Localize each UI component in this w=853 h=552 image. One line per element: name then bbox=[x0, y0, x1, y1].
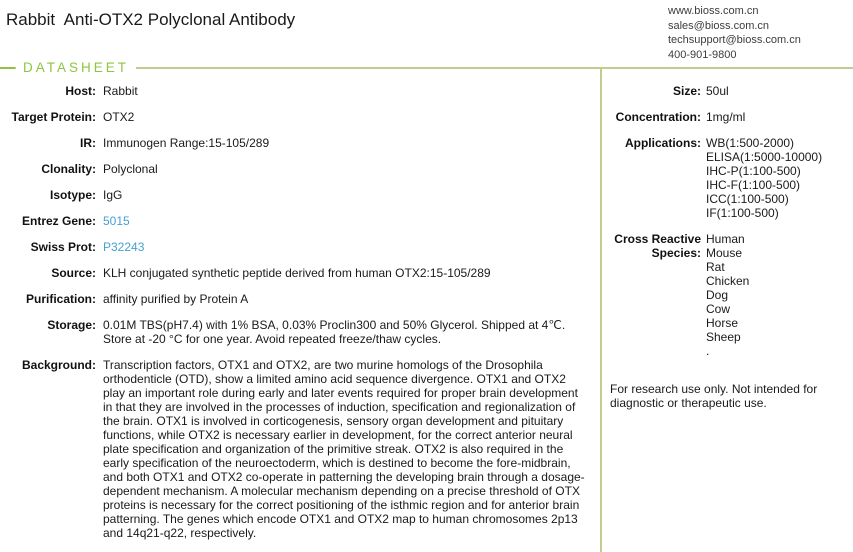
field-row-entrez-gene bbox=[0, 214, 598, 228]
application-item: ELISA(1:5000-10000) bbox=[706, 150, 823, 164]
applications-list bbox=[706, 136, 853, 220]
field-value-target-protein: OTX2 bbox=[103, 110, 135, 124]
species-item: Cow bbox=[706, 302, 731, 316]
field-row-ir bbox=[0, 136, 598, 150]
application-item: ICC(1:100-500) bbox=[706, 192, 789, 206]
field-label-clonality: Clonality: bbox=[41, 162, 96, 176]
field-label-entrez-gene: Entrez Gene: bbox=[21, 214, 96, 228]
species-item: Horse bbox=[706, 316, 739, 330]
field-row-applications bbox=[602, 136, 853, 220]
field-row-swiss-prot bbox=[0, 240, 598, 254]
contact-block bbox=[668, 4, 801, 62]
field-label-host: Host: bbox=[65, 84, 96, 98]
field-label-applications: Applications: bbox=[624, 136, 701, 150]
species-item: Dog bbox=[706, 288, 729, 302]
application-item: WB(1:500-2000) bbox=[706, 136, 795, 150]
field-row-host bbox=[0, 84, 598, 98]
field-value-concentration: 1mg/ml bbox=[706, 110, 746, 124]
field-label-source: Source: bbox=[51, 266, 96, 280]
field-label-background: Background: bbox=[21, 358, 96, 372]
field-value-isotype: IgG bbox=[103, 188, 123, 202]
datasheet-dash bbox=[0, 67, 15, 69]
research-use-disclaimer: For research use only. Not intended for diagnostic or therapeutic use. bbox=[610, 382, 818, 410]
application-item: IF(1:100-500) bbox=[706, 206, 779, 220]
datasheet-left-column bbox=[0, 84, 598, 552]
field-row-concentration bbox=[602, 110, 853, 124]
entrez-gene-link[interactable]: 5015 bbox=[103, 214, 130, 228]
field-label-cross-reactive-species: Cross Reactive Species: bbox=[614, 232, 701, 260]
contact-techsupport-email: techsupport@bioss.com.cn bbox=[668, 34, 801, 46]
field-value-host: Rabbit bbox=[103, 84, 138, 98]
field-row-purification bbox=[0, 292, 598, 306]
field-value-size: 50ul bbox=[706, 84, 729, 98]
species-item: Sheep bbox=[706, 330, 741, 344]
species-item: Rat bbox=[706, 260, 725, 274]
field-value-source: KLH conjugated synthetic peptide derived from human OTX2:15-105/289 bbox=[103, 266, 491, 280]
contact-phone: 400-901-9800 bbox=[668, 48, 737, 61]
field-label-concentration: Concentration: bbox=[615, 110, 701, 124]
contact-sales-email: sales@bioss.com.cn bbox=[668, 19, 770, 32]
species-list bbox=[706, 232, 853, 358]
application-item: IHC-F(1:100-500) bbox=[706, 178, 801, 192]
species-item: Chicken bbox=[706, 274, 750, 288]
field-row-source bbox=[0, 266, 598, 280]
field-value-clonality: Polyclonal bbox=[103, 162, 158, 176]
datasheet-right-column bbox=[602, 84, 853, 410]
species-item: Mouse bbox=[706, 246, 743, 260]
field-value-ir: Immunogen Range:15-105/289 bbox=[103, 136, 270, 150]
field-value-purification: affinity purified by Protein A bbox=[103, 292, 249, 306]
field-label-isotype: Isotype: bbox=[49, 188, 96, 202]
field-label-swiss-prot: Swiss Prot: bbox=[30, 240, 96, 254]
field-row-storage bbox=[0, 318, 598, 346]
field-value-background: Transcription factors, OTX1 and OTX2, are two murine homologs of the Drosophila orthodenticle (OTD), show a limited amino acid sequence divergence. OTX1 and OTX2 play an important role during early and later events required for proper brain development in that they are involved in the processes of induction, specification and regionalization of the brain. OTX1 is involved in corticogenesis, sensory organ development and pituitary functions, while OTX2 is necessary earlier in development, for the correct anterior neural plate specification and organization of the primitive streak. OTX2 is also required in the early specification of the neuroectoderm, which is destined to become the fore-midbrain, and both OTX1 and OTX2 co-operate in patterning the developing brain through a dosage-dependent mechanism. A molecular mechanism depending on a precise threshold of OTX proteins is necessary for the correct positioning of the isthmic region and for anterior brain patterning. The genes which encode OTX1 and OTX2 map to human chromosomes 2p13 and 14q21-q22, respectively. bbox=[103, 358, 585, 540]
species-item: . bbox=[706, 344, 710, 358]
field-label-size: Size: bbox=[672, 84, 701, 98]
swiss-prot-link[interactable]: P32243 bbox=[103, 240, 145, 254]
contact-website: www.bioss.com.cn bbox=[668, 5, 759, 17]
application-item: IHC-P(1:100-500) bbox=[706, 164, 801, 178]
datasheet-section-label: DATASHEET bbox=[16, 60, 136, 75]
field-value-storage: 0.01M TBS(pH7.4) with 1% BSA, 0.03% Proclin300 and 50% Glycerol. Shipped at 4℃. Store at -20 °C for one year. Avoid repeated freeze/thaw cycles. bbox=[103, 318, 566, 346]
field-label-purification: Purification: bbox=[25, 292, 96, 306]
field-label-ir: IR: bbox=[80, 136, 96, 150]
field-label-target-protein: Target Protein: bbox=[11, 110, 96, 124]
field-row-background bbox=[0, 358, 598, 540]
field-row-cross-reactive-species bbox=[602, 232, 853, 358]
field-row-target-protein bbox=[0, 110, 598, 124]
page-title: Rabbit Anti-OTX2 Polyclonal Antibody bbox=[6, 10, 296, 29]
field-row-size bbox=[602, 84, 853, 98]
field-label-storage: Storage: bbox=[47, 318, 96, 332]
field-row-isotype bbox=[0, 188, 598, 202]
species-item: Human bbox=[706, 232, 745, 246]
field-row-clonality bbox=[0, 162, 598, 176]
